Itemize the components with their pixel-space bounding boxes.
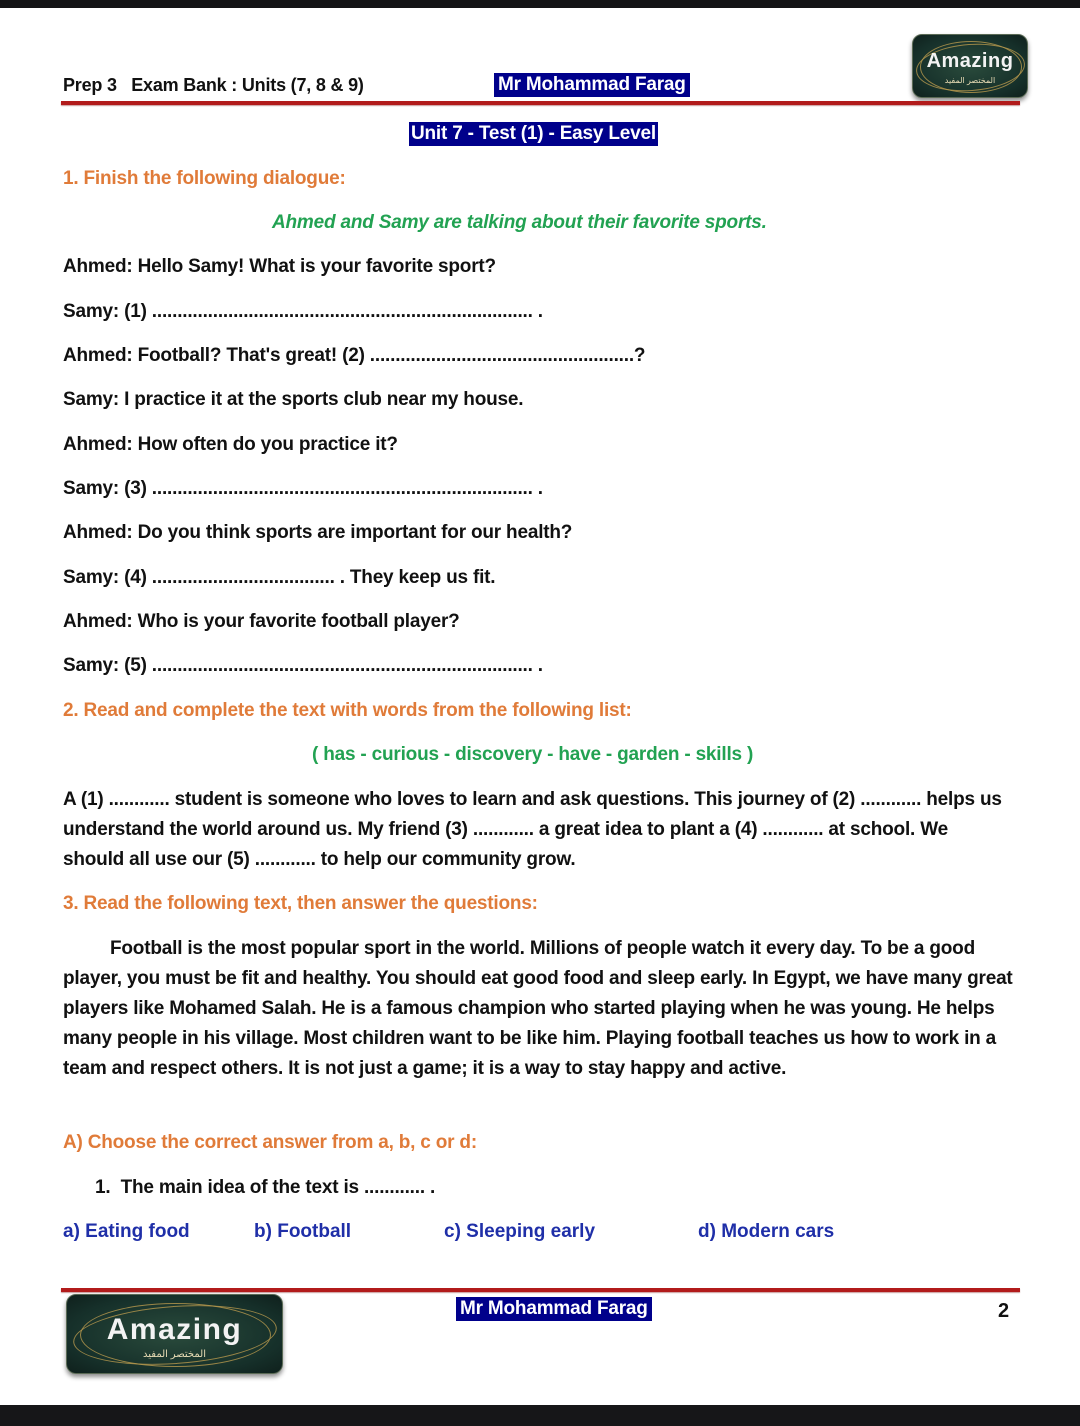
header-divider <box>61 101 1020 105</box>
page-number: 2 <box>998 1300 1010 1322</box>
dialogue-line: Ahmed: Who is your favorite football player? <box>63 611 460 632</box>
dialogue-line: Ahmed: Football? That's great! (2) ....................................................? <box>63 345 646 366</box>
dialogue-line: Samy: (4) .................................... . They keep us fit. <box>63 567 496 588</box>
dialogue-line: Samy: I practice it at the sports club near my house. <box>63 389 524 410</box>
dialogue-line: Samy: (1) ........................................................................... . <box>63 301 543 322</box>
dialogue-line: Ahmed: Hello Samy! What is your favorite sport? <box>63 256 496 277</box>
option-d[interactable]: d) Modern cars <box>698 1221 835 1242</box>
section3-heading: 3. Read the following text, then answer the questions: <box>63 893 538 914</box>
logo-word: Amazing <box>106 1313 243 1346</box>
dialogue-line: Samy: (5) ........................................................................... . <box>63 655 543 676</box>
header-course-info: Prep 3 Exam Bank : Units (7, 8 & 9) <box>63 75 364 95</box>
section1-heading: 1. Finish the following dialogue: <box>63 168 346 189</box>
reading-passage: Football is the most popular sport in the world. Millions of people watch it every day. To be a good player, you must be fit and healthy. You should eat good food and sleep early. In Egypt, we have many great players like Mohamed Salah. He is a famous champion who started playing when he was young. He helps many people in his village. Most children want to be like him. Playing football teaches us how to work in a team and respect others. It is not just a game; it is a way to stay happy and active. <box>63 938 1013 1079</box>
bottom-dark-bar <box>0 1405 1080 1426</box>
section2-heading: 2. Read and complete the text with words from the following list: <box>63 700 632 721</box>
cloze-paragraph: A (1) ............ student is someone who loves to learn and ask questions. This journey of (2) ............ helps us understand the world around us. My friend (3) ............ a great idea to plant a (4) ............ at school. We should all use our (5) ............ to help our community grow. <box>63 789 1002 870</box>
amazing-logo-footer <box>66 1294 283 1374</box>
footer-teacher-name: Mr Mohammad Farag <box>456 1297 652 1321</box>
header-teacher-name: Mr Mohammad Farag <box>494 73 690 97</box>
dialogue-line: Ahmed: How often do you practice it? <box>63 434 398 455</box>
logo-subtitle: المختصر المفيد <box>143 1349 206 1360</box>
option-c[interactable]: c) Sleeping early <box>444 1221 596 1242</box>
logo-subtitle: المختصر المفيد <box>944 76 996 85</box>
option-b[interactable]: b) Football <box>254 1221 352 1242</box>
dialogue-line: Samy: (3) ........................................................................... . <box>63 478 543 499</box>
test-title: Unit 7 - Test (1) - Easy Level <box>411 123 656 144</box>
footer-divider <box>61 1288 1020 1292</box>
logo-word: Amazing <box>926 50 1014 72</box>
dialogue-situation: Ahmed and Samy are talking about their favorite sports. <box>272 212 767 233</box>
partA-heading: A) Choose the correct answer from a, b, c or d: <box>63 1132 477 1153</box>
option-a[interactable]: a) Eating food <box>63 1221 190 1242</box>
amazing-logo <box>912 34 1028 98</box>
mcq-question: 1. The main idea of the text is ............ . <box>95 1177 436 1198</box>
word-list: ( has - curious - discovery - have - garden - skills ) <box>312 744 754 765</box>
top-dark-bar <box>0 0 1080 8</box>
dialogue-line: Ahmed: Do you think sports are important for our health? <box>63 522 573 543</box>
